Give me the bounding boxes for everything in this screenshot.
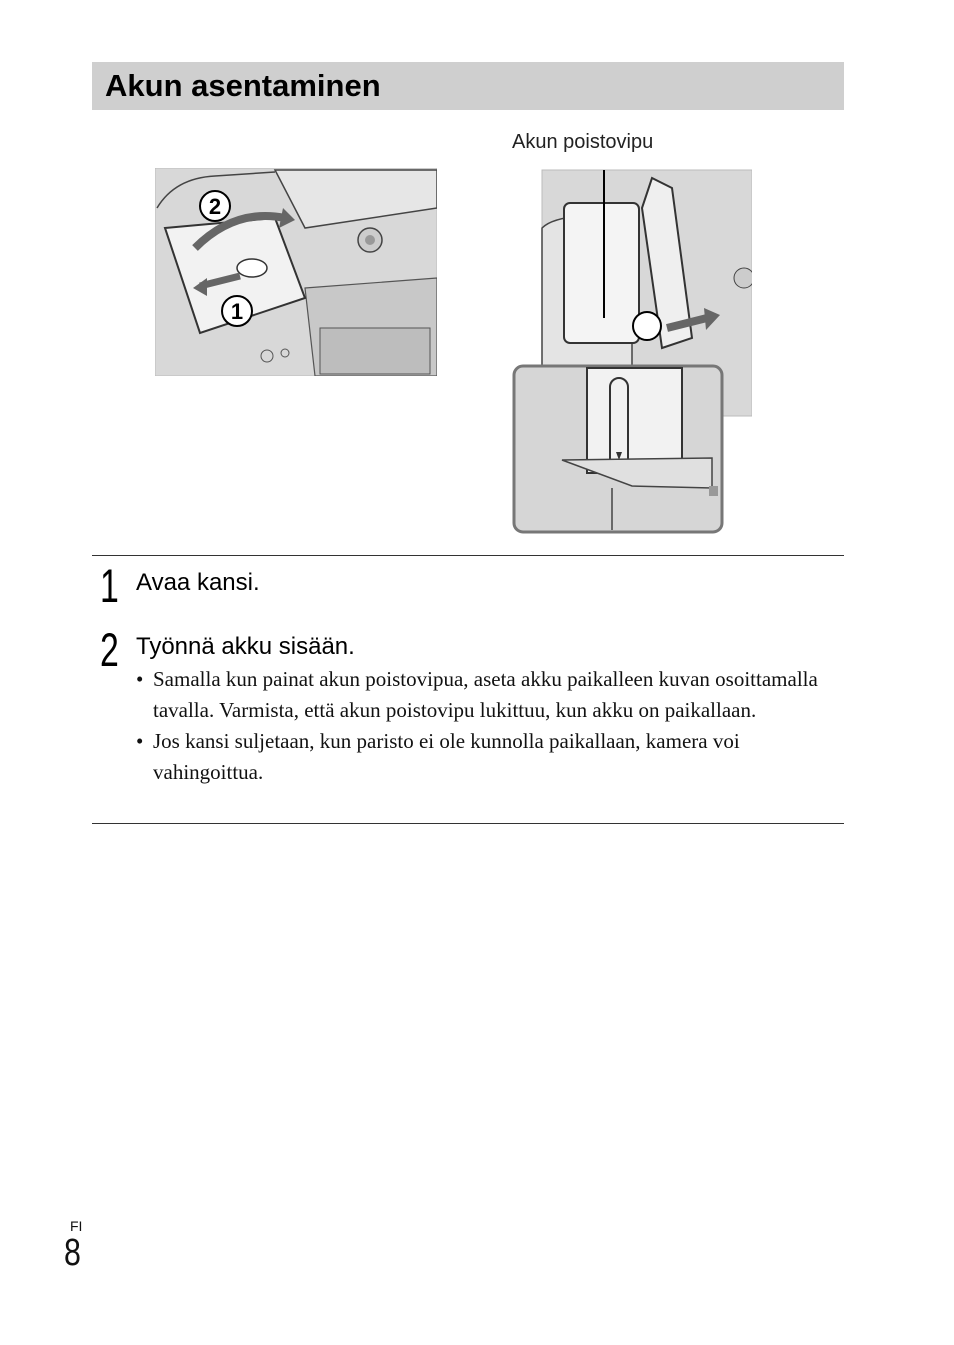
- section-title: Akun asentaminen: [92, 62, 844, 110]
- callout-label: Akun poistovipu: [512, 131, 654, 153]
- top-rule: [92, 555, 844, 556]
- language-code: FI: [70, 1218, 83, 1234]
- step-title-2: Työnnä akku sisään.: [136, 633, 355, 660]
- badge-2-icon: [200, 191, 230, 221]
- list-item: • Jos kansi suljetaan, kun paristo ei ole kunnolla paikallaan, kamera voi vahingoittua.: [136, 729, 740, 784]
- bottom-rule: [92, 823, 844, 824]
- step-number-2: 2: [100, 623, 119, 676]
- open-cover-illustration: [155, 168, 437, 376]
- insert-battery-illustration: [512, 168, 752, 534]
- bullet-list: [136, 664, 836, 788]
- svg-text:1: 1: [230, 299, 244, 324]
- step-title-1: Avaa kansi.: [136, 569, 260, 596]
- badge-1-icon: [222, 296, 252, 326]
- step-number-1: 1: [100, 559, 119, 612]
- page-number: 8: [64, 1232, 81, 1274]
- svg-text:2: 2: [208, 194, 222, 219]
- list-item: • Samalla kun painat akun poistovipua, aseta akku paikalleen kuvan osoittamalla tavalla. Varmista, että akun poistovipu lukittuu, kun akku on paikallaan.: [136, 667, 818, 722]
